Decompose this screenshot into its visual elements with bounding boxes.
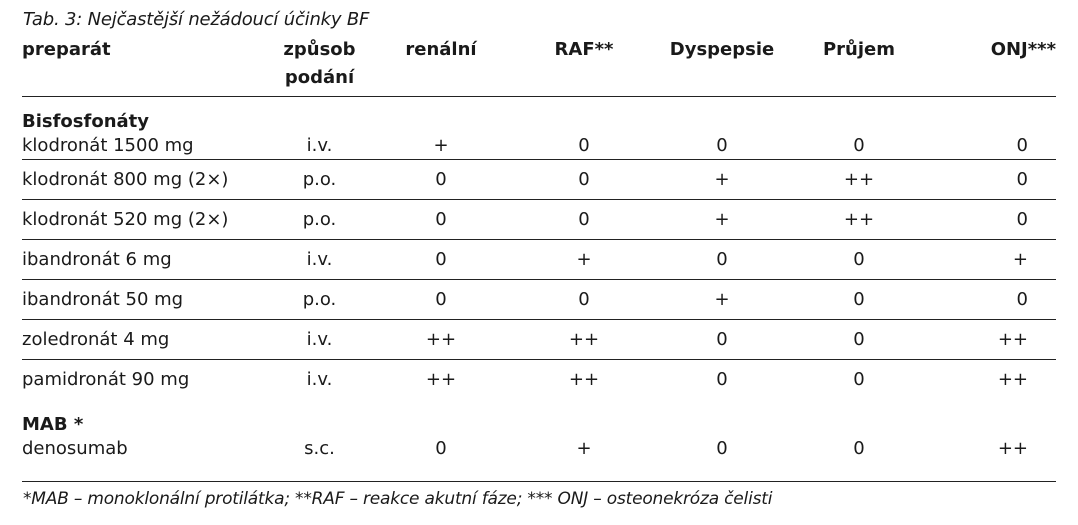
cell-raf: ++: [568, 329, 600, 350]
cell-drug: klodronát 520 mg (2×): [22, 209, 229, 230]
cell-raf: +: [576, 249, 592, 270]
cell-renal: 0: [435, 289, 447, 310]
cell-drug: klodronát 1500 mg: [22, 134, 194, 156]
header-route: [262, 36, 377, 96]
header-route-line1: způsob: [283, 39, 356, 60]
cell-route: i.v.: [306, 369, 333, 391]
table-row: [22, 200, 1056, 240]
cell-diarrhea: 0: [853, 134, 865, 156]
cell-renal: ++: [425, 329, 457, 350]
table-row: [22, 160, 1056, 200]
group-row: [22, 400, 1056, 435]
cell-diarrhea: 0: [853, 289, 865, 310]
cell-route: p.o.: [302, 209, 337, 230]
cell-drug: denosumab: [22, 438, 128, 459]
header-drug: preparát: [22, 39, 111, 60]
cell-diarrhea: 0: [853, 249, 865, 270]
table-caption: Tab. 3: Nejčastější nežádoucí účinky BF: [23, 9, 370, 30]
cell-route: i.v.: [306, 249, 333, 270]
cell-drug: zoledronát 4 mg: [22, 329, 170, 350]
cell-dyspepsia: +: [714, 169, 730, 190]
cell-onj: 0: [1016, 209, 1028, 230]
cell-route: p.o.: [302, 289, 337, 310]
cell-diarrhea: 0: [853, 438, 865, 459]
cell-drug: pamidronát 90 mg: [22, 369, 190, 391]
cell-drug: ibandronát 50 mg: [22, 289, 184, 310]
cell-raf: 0: [578, 209, 590, 230]
cell-dyspepsia: 0: [716, 438, 728, 459]
cell-onj: +: [1012, 249, 1028, 270]
cell-raf: 0: [578, 169, 590, 190]
cell-renal: 0: [435, 209, 447, 230]
cell-renal: 0: [435, 249, 447, 270]
cell-raf: 0: [578, 289, 590, 310]
cell-dyspepsia: 0: [716, 134, 728, 156]
cell-renal: 0: [435, 438, 447, 459]
table-footnote: *MAB – monoklonální protilátka; **RAF – reakce akutní fáze; *** ONJ – osteonekróza čelisti: [23, 489, 773, 509]
header-onj: ONJ***: [990, 39, 1056, 60]
bottom-rule: [22, 481, 1056, 482]
cell-onj: ++: [997, 329, 1028, 350]
cell-renal: ++: [425, 369, 457, 391]
cell-dyspepsia: 0: [716, 369, 728, 391]
header-raf: RAF**: [554, 39, 614, 60]
cell-onj: 0: [1016, 134, 1028, 156]
group-title: Bisfosfonáty: [22, 110, 150, 132]
cell-dyspepsia: +: [714, 289, 730, 310]
cell-onj: 0: [1016, 289, 1028, 310]
cell-dyspepsia: 0: [716, 329, 728, 350]
table-body: [22, 96, 1056, 463]
side-effects-table: [22, 36, 1056, 463]
cell-renal: +: [433, 134, 449, 156]
cell-dyspepsia: 0: [716, 249, 728, 270]
header-row: [22, 36, 1056, 96]
header-diarrhea: Průjem: [822, 39, 896, 60]
table-row: [22, 320, 1056, 360]
cell-renal: 0: [435, 169, 447, 190]
cell-diarrhea: 0: [853, 369, 865, 391]
cell-drug: ibandronát 6 mg: [22, 249, 172, 270]
cell-route: i.v.: [306, 329, 333, 350]
cell-raf: 0: [578, 134, 590, 156]
cell-diarrhea: ++: [843, 169, 875, 190]
header-dyspepsia: Dyspepsie: [669, 39, 775, 60]
cell-diarrhea: ++: [843, 209, 875, 230]
cell-raf: ++: [568, 369, 600, 391]
table-row: [22, 280, 1056, 320]
cell-route: p.o.: [302, 169, 337, 190]
table-row: [22, 435, 1056, 463]
cell-route: s.c.: [304, 438, 335, 459]
cell-onj: 0: [1016, 169, 1028, 190]
cell-diarrhea: 0: [853, 329, 865, 350]
table-row: [22, 360, 1056, 400]
cell-drug: klodronát 800 mg (2×): [22, 169, 229, 190]
group-title: MAB *: [22, 413, 84, 435]
cell-onj: ++: [997, 369, 1028, 391]
cell-route: i.v.: [306, 134, 333, 156]
cell-raf: +: [576, 438, 592, 459]
header-renal: renální: [405, 39, 477, 60]
cell-dyspepsia: +: [714, 209, 730, 230]
table-row: [22, 240, 1056, 280]
header-route-line2: podání: [284, 67, 355, 88]
group-row: [22, 96, 1056, 132]
cell-onj: ++: [997, 438, 1028, 459]
table-row: [22, 132, 1056, 160]
